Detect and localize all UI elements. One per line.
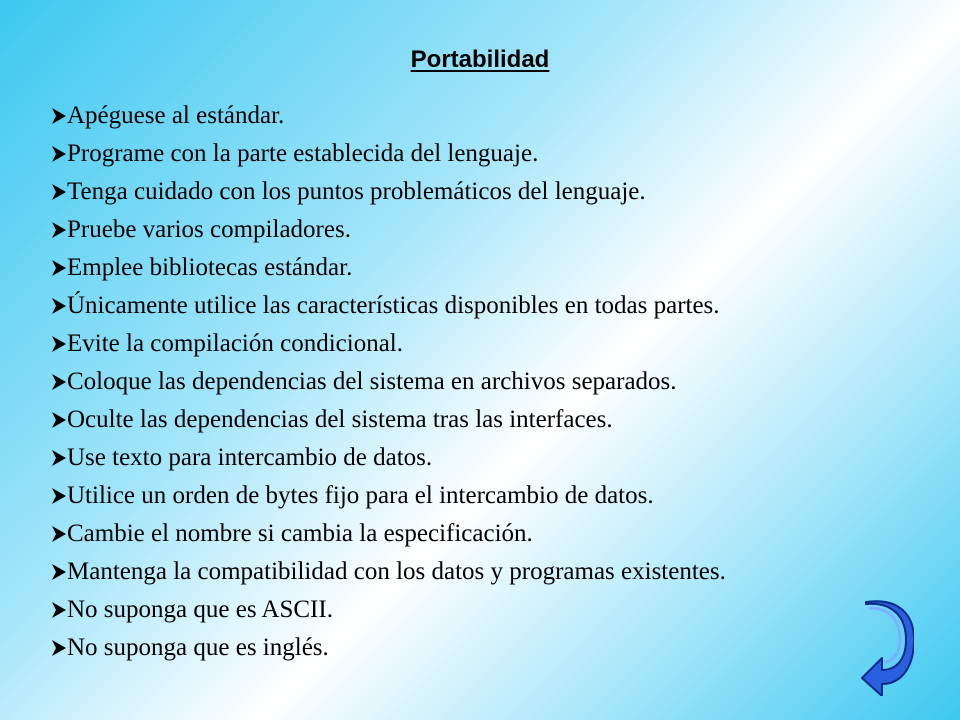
bullet-item: [52, 211, 726, 249]
bullet-text: Mantenga la compatibilidad con los datos y programas existentes.: [67, 558, 726, 585]
return-button[interactable]: [858, 600, 914, 696]
arrowhead-bullet-icon: [52, 222, 66, 238]
arrowhead-bullet-icon: [52, 450, 66, 466]
bullet-text: Emplee bibliotecas estándar.: [67, 254, 353, 281]
bullet-item: [52, 135, 726, 173]
arrowhead-bullet-icon: [52, 184, 66, 200]
arrowhead-bullet-icon: [52, 146, 66, 162]
bullet-item: [52, 439, 726, 477]
bullet-item: [52, 173, 726, 211]
bullet-item: [52, 325, 726, 363]
bullet-text: Utilice un orden de bytes fijo para el intercambio de datos.: [67, 482, 654, 509]
bullet-text: Evite la compilación condicional.: [67, 330, 403, 357]
bullet-text: Oculte las dependencias del sistema tras las interfaces.: [67, 406, 613, 433]
bullet-item: [52, 363, 726, 401]
bullet-text: Tenga cuidado con los puntos problemáticos del lenguaje.: [67, 178, 646, 205]
bullet-text: Use texto para intercambio de datos.: [67, 444, 433, 471]
slide-title: Portabilidad: [410, 46, 550, 73]
bullet-item: [52, 401, 726, 439]
bullet-text: Pruebe varios compiladores.: [67, 216, 351, 243]
bullet-text: Coloque las dependencias del sistema en archivos separados.: [67, 368, 677, 395]
bullet-text: Apéguese al estándar.: [67, 102, 285, 129]
arrowhead-bullet-icon: [52, 640, 66, 656]
bullet-text: Programe con la parte establecida del lenguaje.: [67, 140, 539, 167]
arrowhead-bullet-icon: [52, 108, 66, 124]
arrowhead-bullet-icon: [52, 564, 66, 580]
bullet-item: [52, 553, 726, 591]
arrowhead-bullet-icon: [52, 602, 66, 618]
bullet-text: No suponga que es ASCII.: [67, 596, 333, 623]
bullet-item: [52, 97, 726, 135]
bullet-item: [52, 629, 726, 667]
bullet-item: [52, 515, 726, 553]
bullet-item: [52, 477, 726, 515]
arrowhead-bullet-icon: [52, 374, 66, 390]
arrowhead-bullet-icon: [52, 412, 66, 428]
u-turn-return-arrow-icon: [862, 601, 914, 696]
bullet-item: [52, 591, 726, 629]
bullet-item: [52, 249, 726, 287]
bullet-item: [52, 287, 726, 325]
bullet-text: Cambie el nombre si cambia la especificación.: [67, 520, 533, 547]
arrowhead-bullet-icon: [52, 298, 66, 314]
arrowhead-bullet-icon: [52, 488, 66, 504]
bullet-list: [52, 97, 726, 667]
bullet-text: No suponga que es inglés.: [67, 634, 329, 661]
arrowhead-bullet-icon: [52, 336, 66, 352]
arrowhead-bullet-icon: [52, 260, 66, 276]
bullet-text: Únicamente utilice las características disponibles en todas partes.: [67, 292, 720, 319]
arrowhead-bullet-icon: [52, 526, 66, 542]
